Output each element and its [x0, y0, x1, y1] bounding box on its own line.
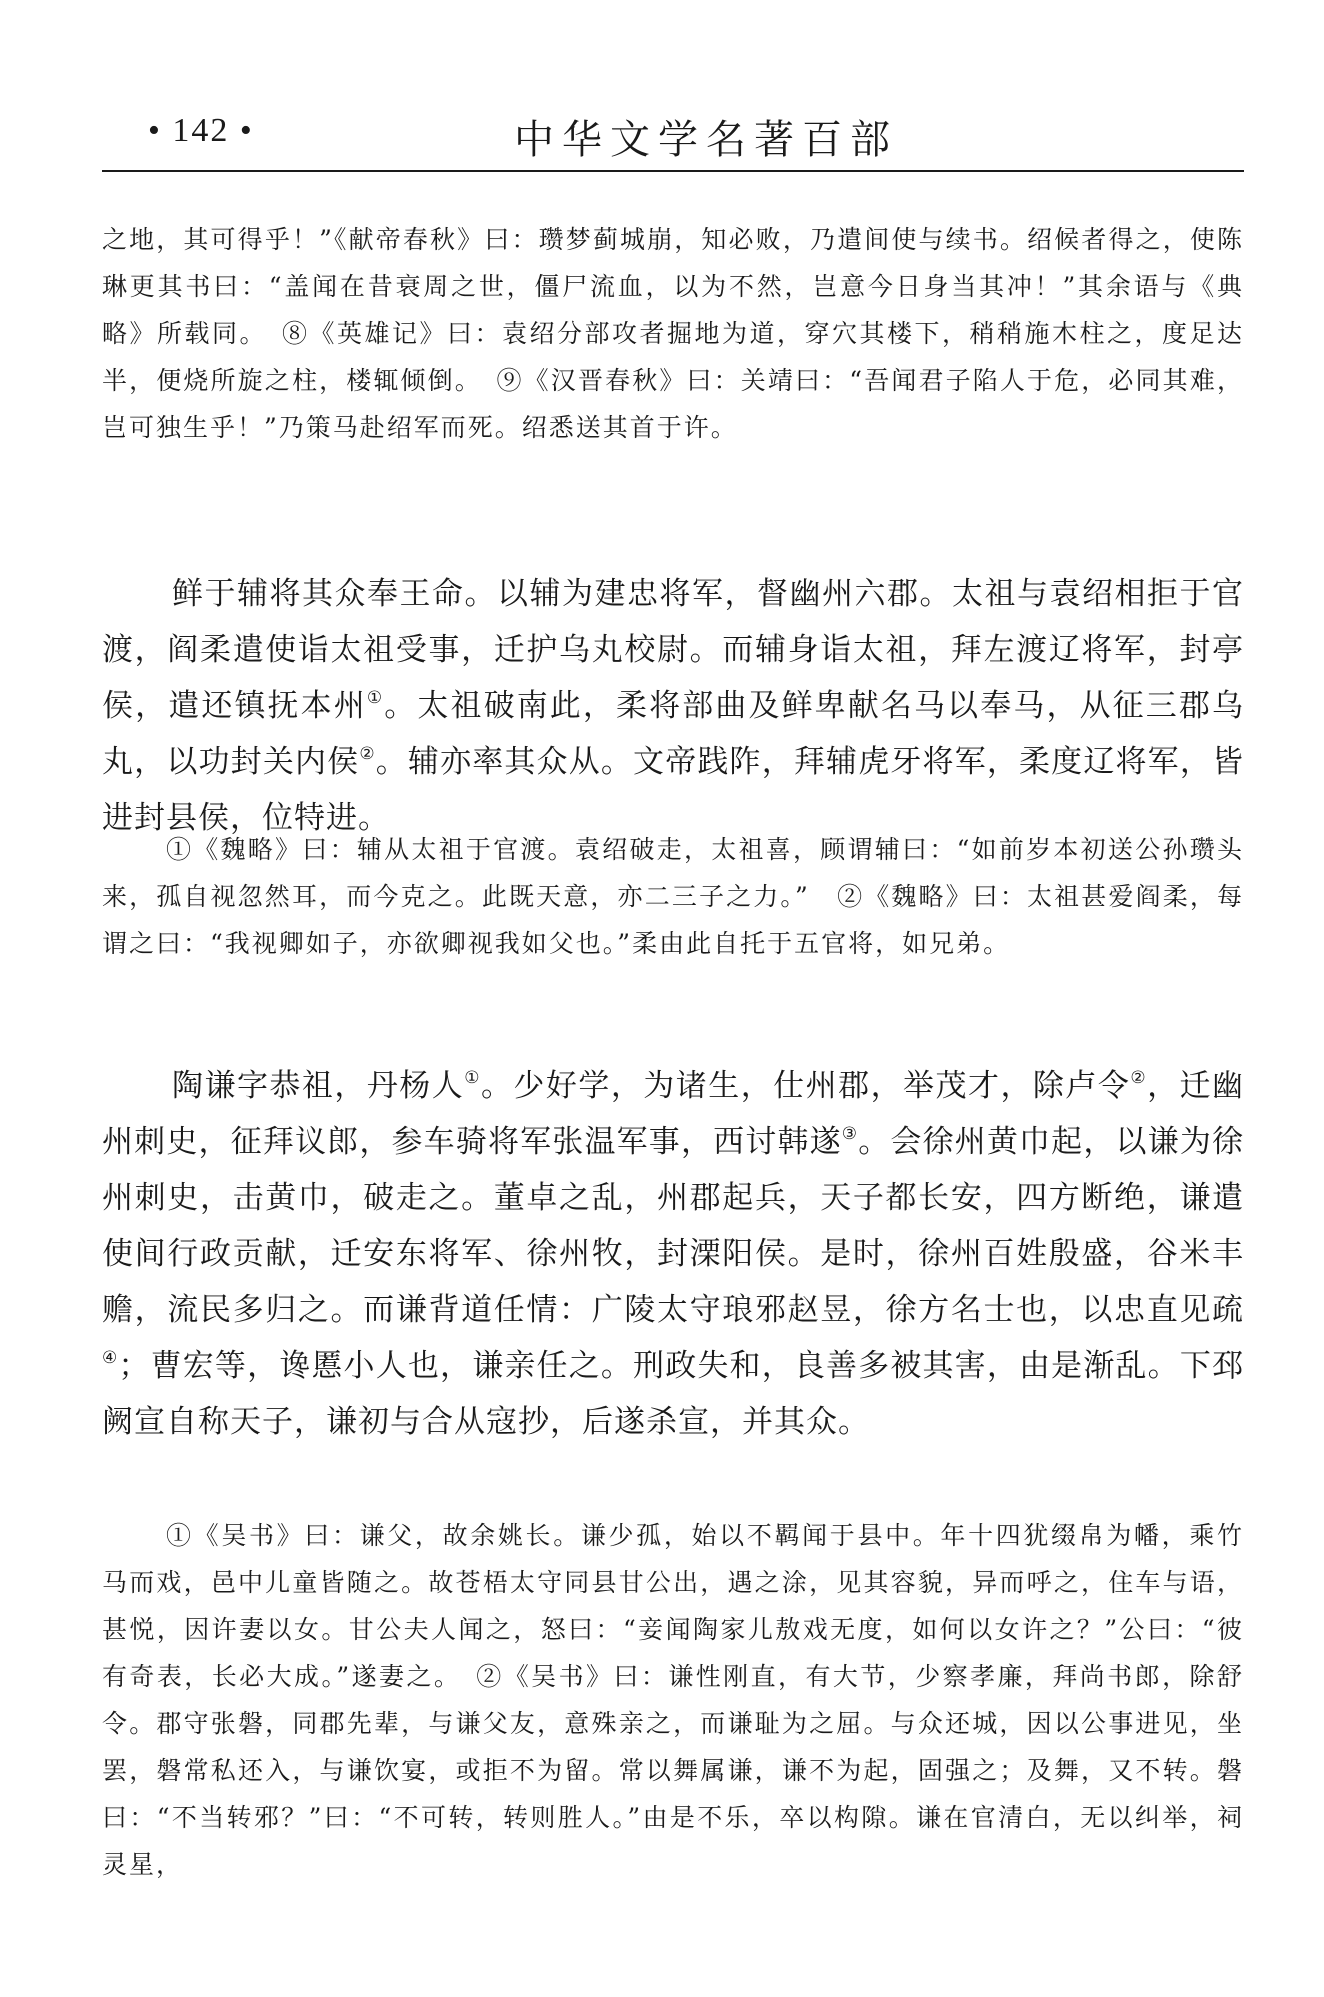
note-ref: ④ — [102, 1347, 119, 1368]
footnote-marker: ① — [166, 1521, 194, 1550]
book-title: 中华文学名著百部 — [514, 117, 898, 163]
note-ref: ② — [359, 743, 376, 764]
main-text: 鲜于辅将其众奉王命。以辅为建忠将军，督幽州六郡。太祖与袁绍相拒于官渡，阎柔遣使诣太祖受事，迁护乌丸校尉。而辅身诣太祖，拜左渡辽将军，封亭侯，遣还镇抚本州 — [102, 576, 1244, 724]
footnote-text: 《魏略》曰：辅从太祖于官渡。袁绍破走，太祖喜，顾谓辅曰：“如前岁本初送公孙瓒头来，孤自视忽然耳，而今克之。此既天意，亦二三子之力。” — [102, 835, 1244, 911]
main-text: 。太祖破南此，柔将部曲及鲜卑献名马以奉马，从征三郡乌丸，以功封关内侯 — [102, 688, 1245, 780]
main-text: 。会徐州黄巾起，以谦为徐州刺史，击黄巾，破走之。董卓之乱，州郡起兵，天子都长安，四方断绝，谦遣使间行政贡献，迁安东将军、徐州牧，封溧阳侯。是时，徐州百姓殷盛，谷米丰赡，流民多归之。而谦背道任情：广陵太守琅邪赵昱，徐方名士也，以忠直见疏 — [102, 1124, 1244, 1328]
footnote-text: 《魏略》曰：太祖甚爱阎柔，每谓之曰：“我视卿如子，亦欲卿视我如父也。”柔由此自托于五官将，如兄弟。 — [102, 882, 1244, 958]
main-text: ；曹宏等，谗慝小人也，谦亲任之。刑政失和，良善多被其害，由是渐乱。下邳阙宣自称天子，谦初与合从寇抄，后遂杀宣，并其众。 — [102, 1348, 1244, 1440]
footnote-text: 《吴书》曰：谦性刚直，有大节，少察孝廉，拜尚书郎，除舒令。郡守张磐，同郡先辈，与谦父友，意殊亲之，而谦耻为之屈。与众还城，因以公事进见，坐罢，磐常私还入，与谦饮宴，或拒不为留。常以舞属谦，谦不为起，固强之；及舞，又不转。磐曰：“不当转邪？”曰：“不可转，转则胜人。”由是不乐，卒以构隙。谦在官清白，无以纠举，祠灵星， — [102, 1662, 1244, 1879]
footnote-text: 《英雄记》曰：袁绍分部攻者掘地为道，穿穴其楼下，稍稍施木柱之，度足达半，便烧所旋之柱，楼辄倾倒。 — [102, 319, 1244, 395]
footnote-marker: ② — [837, 882, 865, 911]
footnote-marker: ⑨ — [496, 366, 524, 395]
main-paragraph-tao-qian — [102, 1058, 1244, 1450]
footnote-marker: ① — [166, 835, 194, 864]
main-paragraph-xianyu-fu — [102, 566, 1244, 846]
main-text: 。辅亦率其众从。文帝践阼，拜辅虎牙将军，柔度辽将军，皆进封县侯，位特进。 — [102, 744, 1245, 836]
page-header — [102, 108, 1244, 168]
header-rule — [102, 170, 1244, 172]
footnote-text: 之地，其可得乎！”《献帝春秋》曰：瓒梦蓟城崩，知必败，乃遣间使与续书。绍候者得之，使陈琳更其书曰：“盖闻在昔衰周之世，僵尸流血，以为不然，岂意今日身当其冲！”其余语与《典略》所载同。 — [102, 225, 1244, 348]
footnotes-xianyu-fu — [102, 826, 1244, 967]
note-ref: ① — [366, 687, 385, 708]
footnote-marker: ② — [476, 1662, 504, 1691]
footnote-text: 《吴书》曰：谦父，故余姚长。谦少孤，始以不羁闻于县中。年十四犹缀帛为幡，乘竹马而戏，邑中儿童皆随之。故苍梧太守同县甘公出，遇之涂，见其容貌，异而呼之，住车与语，甚悦，因许妻以女。甘公夫人闻之，怒曰：“妾闻陶家儿敖戏无度，如何以女许之？”公曰：“彼有奇表，长必大成。”遂妻之。 — [102, 1521, 1244, 1691]
footnote-text: 《汉晋春秋》曰：关靖曰：“吾闻君子陷人于危，必同其难，岂可独生乎！”乃策马赴绍军而死。绍悉送其首于许。 — [102, 366, 1244, 442]
main-text: 陶谦字恭祖，丹杨人 — [172, 1068, 465, 1104]
main-text: ，迁幽州刺史，征拜议郎，参车骑将军张温军事，西讨韩遂 — [102, 1068, 1245, 1160]
note-ref: ② — [1130, 1067, 1148, 1088]
footnote-continuation — [102, 216, 1244, 451]
note-ref: ① — [464, 1067, 481, 1088]
footnote-marker: ⑧ — [282, 319, 310, 348]
note-ref: ③ — [841, 1123, 859, 1144]
main-text: 。少好学，为诸生，仕州郡，举茂才，除卢令 — [480, 1068, 1131, 1104]
page-number: • 142 • — [148, 112, 254, 149]
footnotes-tao-qian — [102, 1512, 1244, 1888]
